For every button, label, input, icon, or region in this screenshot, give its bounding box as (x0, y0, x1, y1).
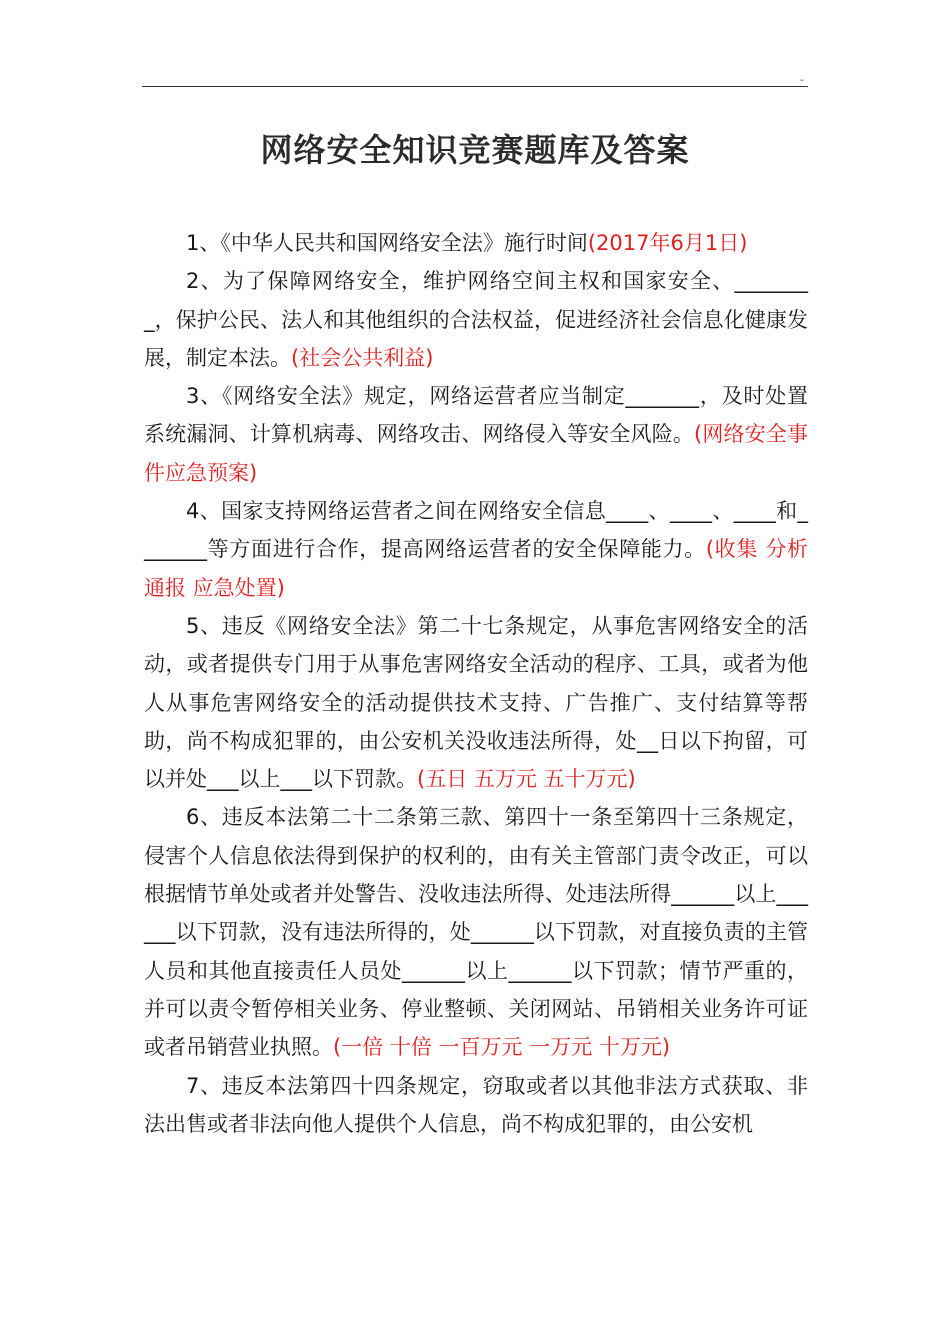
header-rule (142, 86, 808, 87)
question-text: 6、违反本法第二十二条第三款、第四十一条至第四十三条规定，侵害个人信息依法得到保护的权利的，由有关主管部门责令改正，可以根据情节单处或者并处警告、没收违法所得、处违法所得______以上______以下罚款，没有违法所得的，处______以下罚款，对直接负责的主管人员和其他直接责任人员处______以上______以下罚款；情节严重的，并可以责令暂停相关业务、停业整顿、关闭网站、吊销相关业务许可证或者吊销营业执照。 (144, 805, 808, 1060)
question-7 (144, 1067, 808, 1144)
question-text: 2、为了保障网络安全，维护网络空间主权和国家安全、________，保护公民、法人和其他组织的合法权益，促进经济社会信息化健康发展，制定本法。 (144, 269, 808, 370)
answer-text: (五日 五万元 五十万元) (417, 767, 636, 792)
question-text: 3、《网络安全法》规定，网络运营者应当制定_______，及时处置系统漏洞、计算机病毒、网络攻击、网络侵入等安全风险。 (144, 384, 808, 447)
answer-text: (社会公共利益) (291, 345, 434, 370)
answer-text: (一倍 十倍 一百万元 一万元 十万元) (333, 1035, 671, 1060)
question-6 (144, 798, 808, 1066)
question-4 (144, 492, 808, 607)
question-text: 1、《中华人民共和国网络安全法》施行时间 (186, 231, 588, 255)
question-list (144, 224, 808, 1143)
question-text: 7、违反本法第四十四条规定，窃取或者以其他非法方式获取、非法出售或者非法向他人提供个人信息，尚不构成犯罪的，由公安机 (144, 1073, 808, 1136)
question-1 (144, 224, 808, 262)
header-mark: - (800, 75, 804, 86)
question-text: 5、违反《网络安全法》第二十七条规定，从事危害网络安全的活动，或者提供专门用于从事危害网络安全活动的程序、工具，或者为他人从事危害网络安全的活动提供技术支持、广告推广、支付结算等帮助，尚不构成犯罪的，由公安机关没收违法所得，处__日以下拘留，可以并处___以上___以下罚款。 (144, 613, 808, 792)
question-5 (144, 607, 808, 798)
answer-text: (网络安全事件应急预案) (144, 422, 808, 485)
document-title: 网络安全知识竞赛题库及答案 (260, 131, 690, 169)
question-text: 4、国家支持网络运营者之间在网络安全信息____、____、____和_______等方面进行合作，提高网络运营者的安全保障能力。 (144, 499, 808, 562)
answer-text: (收集 分析 通报 应急处置) (144, 537, 808, 600)
answer-text: (2017年6月1日) (587, 231, 748, 255)
question-3 (144, 377, 808, 492)
question-2 (144, 262, 808, 377)
